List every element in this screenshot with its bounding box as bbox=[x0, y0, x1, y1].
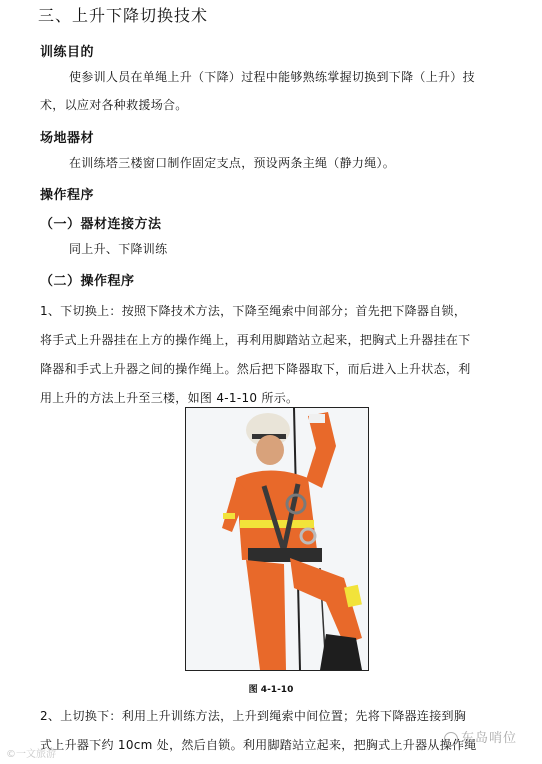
equipment-heading: 场地器材 bbox=[40, 131, 95, 146]
firefighter-illustration bbox=[186, 408, 368, 670]
training-goal-paragraph bbox=[40, 67, 475, 116]
procedure-heading: 操作程序 bbox=[40, 188, 95, 203]
paragraph-line: 降器和手式上升器之间的操作绳上。然后把下降器取下，而后进入上升状态，利 bbox=[40, 362, 471, 376]
paragraph-line: 1、下切换上：按照下降技术方法，下降至绳索中间部分；首先把下降器自锁， bbox=[40, 304, 467, 318]
subsection-heading-2: （二）操作程序 bbox=[40, 274, 135, 289]
equipment-paragraph: 在训练塔三楼窗口制作固定支点，预设两条主绳（静力绳）。 bbox=[69, 156, 396, 170]
step-1-paragraph bbox=[40, 297, 471, 413]
training-goal-heading: 训练目的 bbox=[40, 45, 95, 60]
step-2-paragraph bbox=[40, 702, 477, 760]
watermark-left: ©一文旅游 bbox=[6, 749, 56, 760]
figure-caption: 图 4-1-10 bbox=[248, 685, 294, 695]
subsection-heading-1: （一）器材连接方法 bbox=[40, 217, 162, 232]
watermark-right bbox=[444, 727, 517, 746]
section-title: 三、上升下降切换技术 bbox=[38, 6, 209, 25]
subsection-1-text: 同上升、下降训练 bbox=[69, 242, 168, 256]
paragraph-line: 使参训人员在单绳上升（下降）过程中能够熟练掌握切换到下降（上升）技 bbox=[69, 70, 475, 84]
paragraph-line: 2、上切换下：利用上升训练方法，上升到绳索中间位置；先将下降器连接到胸 bbox=[40, 709, 467, 723]
paragraph-line: 将手式上升器挂在上方的操作绳上，再利用脚踏站立起来，把胸式上升器挂在下 bbox=[40, 333, 471, 347]
watermark-right-text: 东岛哨位 bbox=[461, 731, 518, 746]
wechat-icon bbox=[444, 732, 458, 746]
paragraph-line: 用上升的方法上升至三楼，如图 4-1-10 所示。 bbox=[40, 391, 299, 405]
figure-photo-rope-rescue bbox=[185, 407, 369, 671]
paragraph-line: 术，以应对各种救援场合。 bbox=[40, 98, 188, 112]
paragraph-line: 式上升器下约 10cm 处，然后自锁。利用脚踏站立起来，把胸式上升器从操作绳 bbox=[40, 738, 477, 752]
